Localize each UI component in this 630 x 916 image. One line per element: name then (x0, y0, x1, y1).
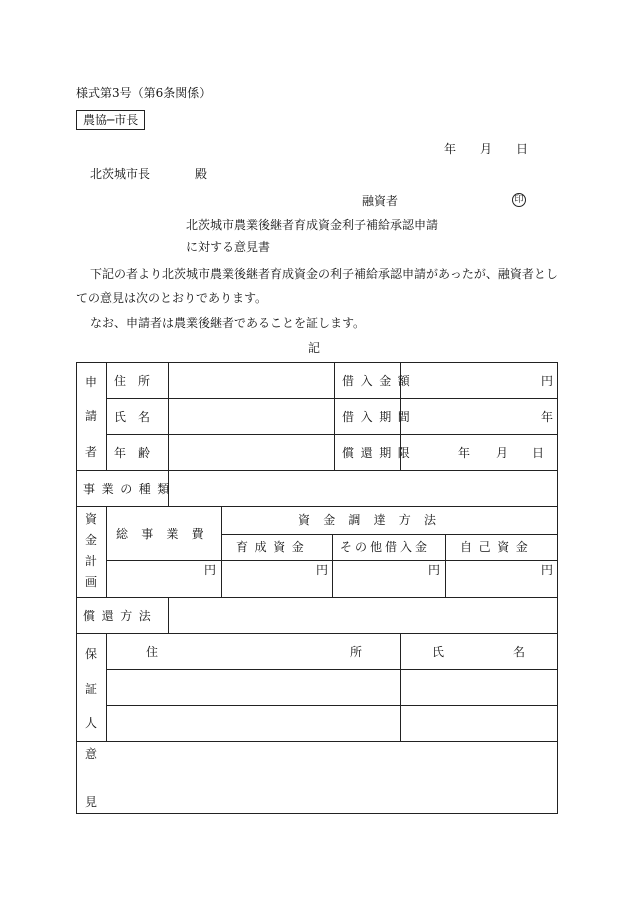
age-field[interactable] (169, 435, 333, 469)
rule (400, 633, 401, 741)
rule (106, 633, 107, 741)
border-right (557, 362, 558, 814)
applicant-label-1: 申 (85, 375, 98, 389)
opinion-field[interactable] (107, 742, 557, 813)
rule (76, 506, 558, 507)
guarantor-name-label-b: 名 (513, 645, 526, 659)
rule (106, 669, 558, 670)
guarantor-name-label-a: 氏 (432, 645, 445, 659)
loan-period-unit: 年 (541, 410, 554, 424)
fund-plan-label-3: 計 (85, 554, 98, 568)
rule (76, 470, 558, 471)
border-left (76, 362, 77, 814)
guarantor-label-1: 保 (85, 647, 98, 661)
opinion-label-2: 見 (85, 795, 98, 809)
rule (332, 534, 333, 597)
rule (445, 534, 446, 597)
rule (168, 597, 169, 633)
procurement-label: 資金調達方法 (298, 513, 450, 527)
rule (76, 633, 558, 634)
honorific: 殿 (195, 167, 208, 181)
business-type-label: 事業の種類 (83, 482, 177, 496)
addressee: 北茨城市長 (90, 167, 151, 181)
ki-heading: 記 (308, 341, 321, 355)
loan-period-label: 借入期間 (342, 410, 417, 424)
name-label: 氏 名 (114, 410, 151, 424)
rule (76, 597, 558, 598)
fund-plan-label-2: 金 (85, 533, 98, 547)
paragraph-1-line-1: 下記の者より北茨城市農業後継者育成資金の利子補給承認申請があったが、融資者とし (90, 267, 558, 281)
document-title-line2: に対する意見書 (186, 240, 271, 254)
seal-icon: 印 (512, 193, 526, 207)
address-label: 住 所 (114, 374, 151, 388)
repay-year: 年 (458, 446, 471, 460)
application-table (76, 362, 558, 814)
total-cost-label: 総事業費 (116, 527, 217, 541)
repay-method-label: 償還方法 (83, 609, 158, 623)
date-day: 日 (516, 142, 529, 156)
rule (221, 534, 558, 535)
own-fund-label: 自己資金 (460, 540, 535, 554)
rule (334, 362, 335, 470)
age-label: 年 齢 (114, 446, 151, 460)
route-box: 農協─市長 (76, 110, 145, 130)
rule (106, 362, 107, 470)
address-field[interactable] (169, 363, 333, 397)
total-cost-yen: 円 (204, 563, 217, 577)
applicant-label-2: 請 (85, 409, 98, 423)
applicant-label-3: 者 (85, 445, 98, 459)
guarantor-address-label-a: 住 (146, 645, 159, 659)
fund-plan-label-4: 画 (85, 575, 98, 589)
border-bottom (76, 813, 558, 814)
document-title-line1: 北茨城市農業後継者育成資金利子補給承認申請 (186, 218, 439, 232)
other-loan-label: その他借入金 (340, 540, 431, 554)
fund-plan-label-1: 資 (85, 512, 98, 526)
rule (106, 705, 558, 706)
guarantor-label-3: 人 (85, 716, 98, 730)
repay-month: 月 (496, 446, 509, 460)
loan-amount-label: 借入金額 (342, 374, 417, 388)
other-loan-yen: 円 (428, 563, 441, 577)
form-number: 様式第3号（第6条関係） (76, 86, 212, 100)
loan-amount-unit: 円 (541, 374, 554, 388)
opinion-label-1: 意 (85, 747, 98, 761)
name-field[interactable] (169, 399, 333, 433)
paragraph-2: なお、申請者は農業後継者であることを証します。 (90, 316, 366, 330)
rule (221, 506, 222, 597)
rule (106, 506, 107, 597)
date-year: 年 (444, 142, 457, 156)
nurture-fund-yen: 円 (316, 563, 329, 577)
repay-day: 日 (532, 446, 545, 460)
paragraph-1-line-2: ての意見は次のとおりであります。 (76, 291, 268, 305)
guarantor-address-label-b: 所 (350, 645, 363, 659)
nurture-fund-label: 育成資金 (236, 540, 311, 554)
lender-label: 融資者 (362, 194, 399, 208)
guarantor-label-2: 証 (85, 682, 98, 696)
repay-deadline-label: 償還期限 (342, 446, 417, 460)
own-fund-yen: 円 (541, 563, 554, 577)
date-month: 月 (480, 142, 493, 156)
